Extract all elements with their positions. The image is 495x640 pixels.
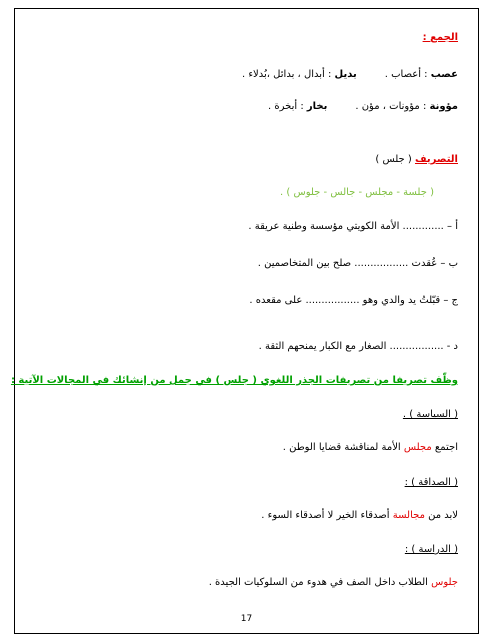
field-label-friendship: ( الصداقة ) :	[404, 477, 458, 488]
exercise-item-d: د - ................. الصغار مع الكبار يمنحهم الثقة .	[258, 341, 458, 352]
highlight-word: جلوس	[431, 577, 458, 588]
plural-badeel: : أبدال ، بدائل ،بُدلاء .	[241, 69, 335, 80]
word-badeel: بديل	[334, 69, 357, 80]
conjugation-options: ( جلسة - مجلس - جالس - جلوس ) .	[280, 187, 434, 198]
word-bukhar: بخار	[306, 101, 328, 112]
sentence-friendship: لابد من مجالسة أصدقاء الخير لا أصدقاء السوء .	[261, 510, 458, 521]
task-instruction: وظّف تصريفا من تصريفات الجذر اللغوي ( جلس ) في جمل من إنشائك في المجالات الآتية :	[10, 375, 458, 386]
plural-row-2	[268, 100, 458, 114]
word-muuna: مؤونة	[429, 101, 458, 112]
plural-row-1	[242, 68, 458, 82]
word-asab: عصب	[430, 69, 458, 80]
highlight-word: مجالسة	[392, 510, 425, 521]
exercise-item-b: ب – عُقدت ................. صلح بين المتخاصمين .	[257, 258, 458, 269]
sentence-politics: اجتمع مجلس الأمة لمناقشة قضايا الوطن .	[282, 442, 458, 453]
plural-asab: : أعصاب .	[384, 69, 431, 80]
worksheet-page	[10, 8, 479, 634]
sentence-study: جلوس الطلاب داخل الصف في هدوء من السلوكيات الجيدة .	[208, 577, 458, 588]
field-label-politics: ( السياسة ) .	[402, 409, 458, 420]
page-number: 17	[240, 614, 253, 624]
highlight-word: مجلس	[403, 442, 432, 453]
exercise-item-c: ج – قبّلتُ يد والدي وهو ................. على مقعده .	[249, 295, 458, 306]
field-label-study: ( الدراسة ) :	[404, 544, 458, 555]
conjugation-root: ( جلس )	[375, 154, 415, 165]
plural-bukhar: : أبخرة .	[268, 101, 307, 112]
plural-muuna: : مؤونات ، مؤن .	[355, 101, 430, 112]
plural-heading: الجمع :	[422, 32, 458, 43]
conjugation-heading: التصريف	[414, 154, 458, 165]
conjugation-heading-line	[375, 153, 458, 167]
exercise-item-a: أ – ............. الأمة الكويتي مؤسسة وطنية عريقة .	[248, 221, 458, 232]
